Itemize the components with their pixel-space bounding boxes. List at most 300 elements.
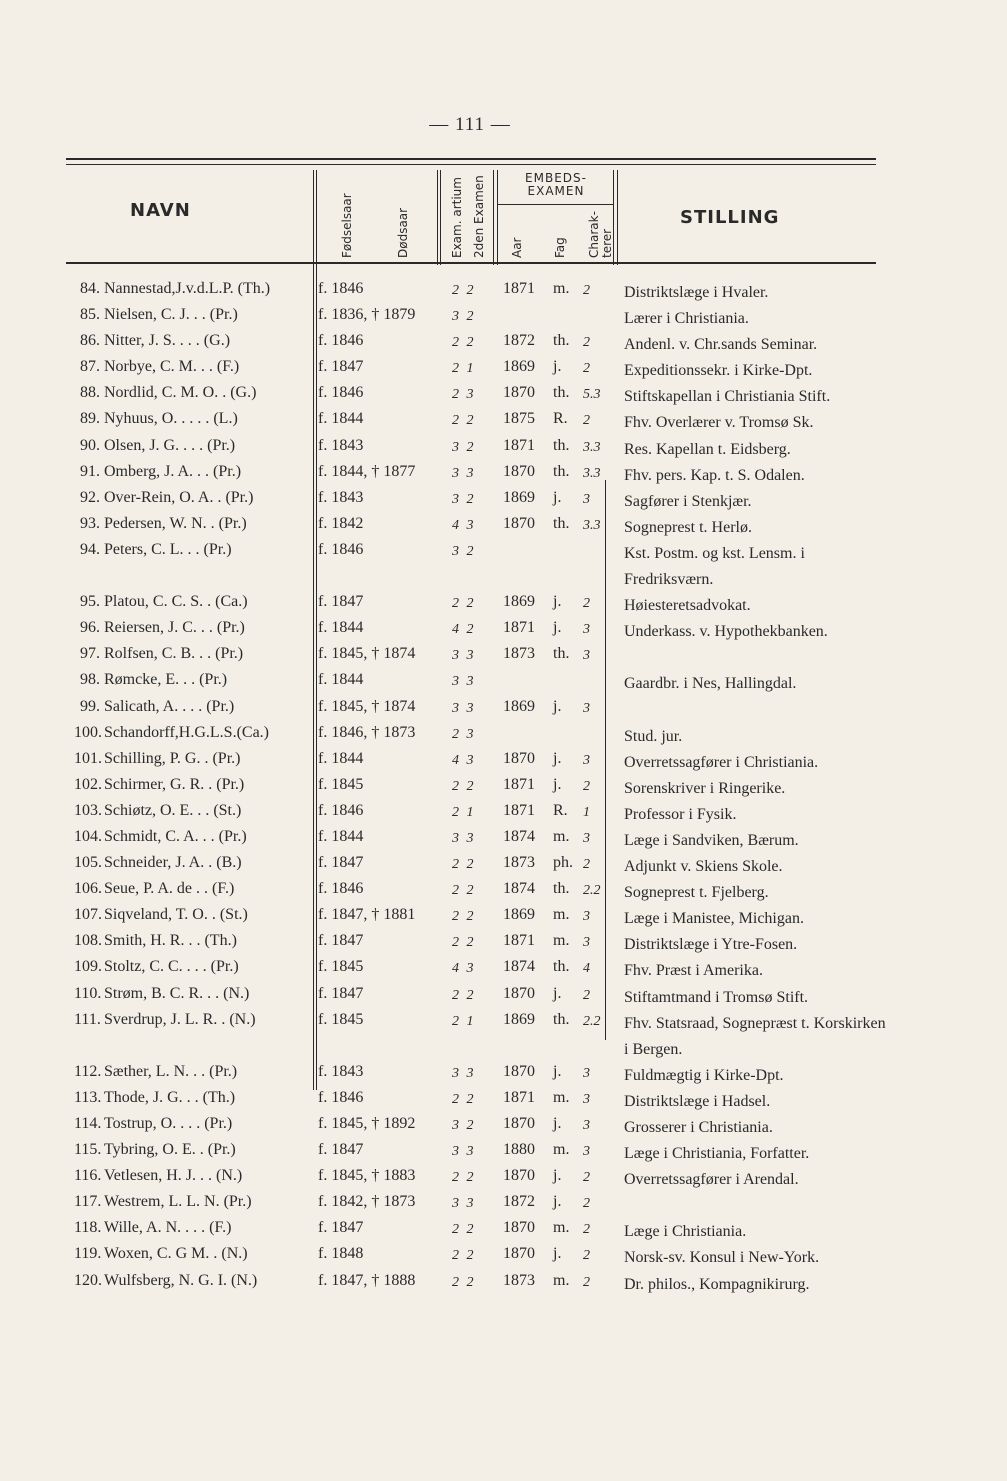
- exam-grades: 2 1: [452, 361, 476, 377]
- degree-year: 1869: [503, 697, 535, 715]
- degree-year: 1872: [503, 1193, 535, 1211]
- degree-year: 1869: [503, 358, 535, 376]
- table-row: [0, 410, 1007, 436]
- row-number: 109.: [74, 958, 102, 976]
- header-fodselsaar: Fødselsaar: [340, 193, 354, 258]
- position: Expeditionssekr. i Kirke-Dpt.: [624, 362, 813, 380]
- column-divider: [437, 170, 438, 265]
- birth-death-years: f. 1847: [318, 1219, 364, 1237]
- header-charak-1: Charak-: [587, 211, 601, 258]
- degree-grade: 4: [583, 961, 590, 977]
- row-number: 90.: [80, 436, 100, 454]
- position: Sagfører i Stenkjær.: [624, 492, 752, 510]
- position: Læge i Christiania, Forfatter.: [624, 1145, 810, 1163]
- position: Res. Kapellan t. Eidsberg.: [624, 440, 791, 458]
- row-number: 98.: [80, 671, 100, 689]
- row-number: 119.: [74, 1245, 102, 1263]
- person-name: Platou, C. C. S. . (Ca.): [104, 593, 248, 611]
- degree-grade: 3: [583, 700, 590, 716]
- birth-death-years: f. 1847, † 1888: [318, 1271, 416, 1289]
- exam-grades: 2 2: [452, 1274, 476, 1290]
- degree-subject: j.: [553, 1115, 562, 1132]
- exam-grades: 4 2: [452, 622, 476, 638]
- row-number: 104.: [74, 827, 102, 845]
- degree-year: 1870: [503, 1062, 535, 1080]
- person-name: Smith, H. R. . . (Th.): [104, 932, 237, 950]
- row-number: 93.: [80, 514, 100, 532]
- position: Dr. philos., Kompagnikirurg.: [624, 1275, 810, 1293]
- exam-grades: 2 1: [452, 1013, 476, 1029]
- exam-grades: 2 2: [452, 857, 476, 873]
- degree-subject: j.: [553, 1193, 562, 1211]
- exam-grades: 2 3: [452, 726, 476, 742]
- position: Lærer i Christiania.: [624, 310, 749, 328]
- person-name: Vetlesen, H. J. . . (N.): [104, 1167, 243, 1185]
- degree-subject: j.: [553, 984, 562, 1002]
- birth-death-years: f. 1844, † 1877: [318, 462, 416, 480]
- table-row: [0, 384, 1007, 410]
- table-row: [0, 698, 1007, 724]
- birth-death-years: f. 1843: [318, 436, 364, 454]
- row-number: 84.: [80, 280, 100, 297]
- degree-year: 1871: [503, 436, 535, 454]
- exam-grades: 2 2: [452, 883, 476, 899]
- birth-death-years: f. 1845, † 1892: [318, 1115, 416, 1132]
- position: Stiftamtmand i Tromsø Stift.: [624, 988, 809, 1006]
- degree-grade: 2: [583, 596, 590, 612]
- degree-year: 1871: [503, 801, 535, 819]
- person-name: Salicath, A. . . . (Pr.): [104, 697, 235, 715]
- exam-grades: 2 2: [452, 335, 476, 351]
- position: Kst. Postm. og kst. Lensm. i Fredriksværn.: [624, 544, 805, 588]
- position: Sogneprest t. Fjelberg.: [624, 884, 769, 902]
- degree-grade: 3: [583, 1091, 590, 1107]
- degree-year: 1870: [503, 462, 535, 480]
- degree-grade: 2: [583, 1222, 590, 1238]
- degree-year: 1875: [503, 410, 535, 428]
- birth-death-years: f. 1844: [318, 619, 364, 637]
- row-number: 95.: [80, 593, 100, 611]
- degree-year: 1870: [503, 1115, 535, 1132]
- birth-death-years: f. 1847: [318, 854, 364, 872]
- degree-grade: 2.2: [583, 1013, 601, 1029]
- degree-subject: j.: [553, 619, 562, 637]
- column-divider: [497, 170, 498, 265]
- degree-subject: m.: [553, 932, 570, 950]
- row-number: 85.: [80, 306, 100, 324]
- degree-grade: 2: [583, 413, 590, 429]
- position: Overretssagfører i Arendal.: [624, 1171, 799, 1189]
- exam-grades: 3 2: [452, 1118, 476, 1133]
- degree-subject: j.: [553, 593, 562, 611]
- table-row: [0, 280, 1007, 306]
- position: Professor i Fysik.: [624, 805, 737, 823]
- degree-grade: 3.3: [583, 439, 601, 455]
- degree-year: 1870: [503, 514, 535, 532]
- degree-year: 1874: [503, 827, 535, 845]
- table-row: [0, 802, 1007, 828]
- table-row: [0, 932, 1007, 958]
- degree-subject: th.: [553, 958, 570, 976]
- table-row: [0, 463, 1007, 489]
- person-name: Sæther, L. N. . . (Pr.): [104, 1062, 238, 1080]
- exam-grades: 2 2: [452, 909, 476, 925]
- birth-death-years: f. 1846: [318, 1088, 364, 1106]
- degree-year: 1874: [503, 880, 535, 898]
- person-name: Wulfsberg, N. G. I. (N.): [104, 1271, 258, 1289]
- degree-subject: ph.: [553, 854, 573, 872]
- person-name: Schneider, J. A. . (B.): [104, 854, 242, 872]
- person-name: Schilling, P. G. . (Pr.): [104, 749, 241, 767]
- table-row: [0, 985, 1007, 1011]
- table-row: [0, 541, 1007, 593]
- table-row: [0, 828, 1007, 854]
- exam-grades: 3 2: [452, 309, 476, 325]
- table-row: [0, 515, 1007, 541]
- row-number: 106.: [74, 880, 102, 898]
- table-row: [0, 1115, 1007, 1141]
- header-top-rule-thin: [66, 164, 876, 165]
- degree-year: 1871: [503, 1088, 535, 1106]
- degree-subject: m.: [553, 1271, 570, 1289]
- person-name: Woxen, C. G M. . (N.): [104, 1245, 248, 1263]
- row-number: 117.: [74, 1193, 102, 1211]
- degree-year: 1869: [503, 906, 535, 924]
- exam-grades: 3 3: [452, 700, 476, 716]
- birth-death-years: f. 1843: [318, 488, 364, 506]
- degree-subject: j.: [553, 697, 562, 715]
- page-number: — 111 —: [429, 114, 511, 135]
- person-name: Rolfsen, C. B. . . (Pr.): [104, 645, 244, 663]
- degree-grade: 2: [583, 361, 590, 377]
- table-row: [0, 671, 1007, 697]
- birth-death-years: f. 1845, † 1874: [318, 697, 416, 715]
- exam-grades: 3 3: [452, 1065, 476, 1081]
- degree-subject: m.: [553, 1088, 570, 1106]
- row-number: 91.: [80, 462, 100, 480]
- person-name: Westrem, L. L. N. (Pr.): [104, 1193, 252, 1211]
- table-row: [0, 1011, 1007, 1063]
- table-row: [0, 358, 1007, 384]
- degree-subject: R.: [553, 410, 568, 428]
- degree-year: 1869: [503, 1010, 535, 1028]
- birth-death-years: f. 1844: [318, 671, 364, 689]
- degree-year: 1871: [503, 619, 535, 637]
- exam-grades: 3 2: [452, 491, 476, 507]
- birth-death-years: f. 1842, † 1873: [318, 1193, 416, 1211]
- table-row: [0, 1141, 1007, 1167]
- person-name: Stoltz, C. C. . . . (Pr.): [104, 958, 239, 976]
- degree-grade: 3: [583, 935, 590, 951]
- birth-death-years: f. 1847, † 1881: [318, 906, 416, 924]
- table-row: [0, 1063, 1007, 1089]
- degree-grade: 2: [583, 778, 590, 794]
- row-number: 120.: [74, 1271, 102, 1289]
- exam-grades: 3 3: [452, 674, 476, 690]
- position: Sorenskriver i Ringerike.: [624, 779, 786, 797]
- position: Læge i Sandviken, Bærum.: [624, 831, 799, 849]
- degree-subject: j.: [553, 775, 562, 793]
- birth-death-years: f. 1846, † 1873: [318, 723, 416, 741]
- degree-grade: 2: [583, 1170, 590, 1186]
- person-name: Schirmer, G. R. . (Pr.): [104, 775, 245, 793]
- table-row: [0, 1193, 1007, 1219]
- table-row: [0, 776, 1007, 802]
- degree-subject: th.: [553, 1010, 570, 1028]
- birth-death-years: f. 1845, † 1883: [318, 1167, 416, 1185]
- row-number: 114.: [74, 1115, 102, 1132]
- degree-subject: j.: [553, 1167, 562, 1185]
- table-row: [0, 306, 1007, 332]
- row-number: 96.: [80, 619, 100, 637]
- row-number: 89.: [80, 410, 100, 428]
- row-number: 101.: [74, 749, 102, 767]
- degree-subject: m.: [553, 1141, 570, 1159]
- degree-grade: 3: [583, 648, 590, 664]
- exam-grades: 4 3: [452, 752, 476, 768]
- position: Gaardbr. i Nes, Hallingdal.: [624, 675, 797, 693]
- header-embeds-line1: EMBEDS-: [525, 171, 587, 185]
- degree-subject: j.: [553, 488, 562, 506]
- birth-death-years: f. 1847: [318, 358, 364, 376]
- degree-grade: 2: [583, 1274, 590, 1290]
- header-stilling: STILLING: [680, 207, 780, 228]
- exam-grades: 2 2: [452, 1248, 476, 1264]
- degree-grade: 5.3: [583, 387, 601, 403]
- birth-death-years: f. 1846: [318, 880, 364, 898]
- degree-subject: j.: [553, 749, 562, 767]
- birth-death-years: f. 1846: [318, 384, 364, 402]
- position: Fhv. pers. Kap. t. S. Odalen.: [624, 466, 805, 484]
- degree-grade: 2: [583, 857, 590, 873]
- header-fag: Fag: [553, 237, 567, 258]
- row-number: 107.: [74, 906, 102, 924]
- degree-year: 1871: [503, 280, 535, 297]
- exam-grades: 2 2: [452, 596, 476, 612]
- header-dodsaar: Dødsaar: [396, 207, 410, 258]
- degree-year: 1870: [503, 1167, 535, 1185]
- degree-year: 1869: [503, 593, 535, 611]
- position: Distriktslæge i Hvaler.: [624, 284, 769, 301]
- degree-year: 1871: [503, 932, 535, 950]
- exam-grades: 3 3: [452, 648, 476, 664]
- row-number: 112.: [74, 1062, 102, 1080]
- exam-grades: 3 2: [452, 543, 476, 559]
- exam-grades: 2 2: [452, 283, 476, 298]
- row-number: 100.: [74, 723, 102, 741]
- exam-grades: 2 2: [452, 1170, 476, 1186]
- exam-grades: 3 3: [452, 830, 476, 846]
- table-row: [0, 593, 1007, 619]
- degree-grade: 3: [583, 1118, 590, 1133]
- degree-grade: 3: [583, 830, 590, 846]
- table-row: [0, 437, 1007, 463]
- row-number: 103.: [74, 801, 102, 819]
- table-row: [0, 724, 1007, 750]
- birth-death-years: f. 1843: [318, 1062, 364, 1080]
- table-row: [0, 958, 1007, 984]
- header-bottom-rule: [66, 262, 876, 264]
- person-name: Olsen, J. G. . . . (Pr.): [104, 436, 236, 454]
- degree-year: 1873: [503, 1271, 535, 1289]
- person-name: Strøm, B. C. R. . . (N.): [104, 984, 250, 1002]
- row-number: 88.: [80, 384, 100, 402]
- degree-grade: 2: [583, 987, 590, 1003]
- row-number: 111.: [74, 1010, 101, 1028]
- degree-grade: 2: [583, 283, 590, 298]
- person-name: Reiersen, J. C. . . (Pr.): [104, 619, 245, 637]
- degree-grade: 3.3: [583, 465, 601, 481]
- birth-death-years: f. 1842: [318, 514, 364, 532]
- header-exam-artium: Exam. artium: [450, 177, 464, 258]
- degree-subject: th.: [553, 436, 570, 454]
- exam-grades: 3 3: [452, 465, 476, 481]
- table-row: [0, 489, 1007, 515]
- header-aar: Aar: [510, 237, 524, 258]
- degree-grade: 2: [583, 335, 590, 351]
- degree-year: 1871: [503, 775, 535, 793]
- position: Fuldmægtig i Kirke-Dpt.: [624, 1066, 784, 1084]
- position: Fhv. Overlærer v. Tromsø Sk.: [624, 414, 814, 432]
- exam-grades: 4 3: [452, 961, 476, 977]
- birth-death-years: f. 1845: [318, 958, 364, 976]
- person-name: Peters, C. L. . . (Pr.): [104, 540, 232, 558]
- row-number: 97.: [80, 645, 100, 663]
- position: Overretssagfører i Christiania.: [624, 753, 819, 771]
- embeds-rule: [497, 204, 614, 205]
- row-number: 113.: [74, 1088, 102, 1106]
- birth-death-years: f. 1847: [318, 984, 364, 1002]
- exam-grades: 3 2: [452, 439, 476, 455]
- register-table: [0, 280, 1007, 1298]
- birth-death-years: f. 1845, † 1874: [318, 645, 416, 663]
- exam-grades: 2 2: [452, 1222, 476, 1238]
- birth-death-years: f. 1846: [318, 332, 364, 350]
- table-row: [0, 750, 1007, 776]
- birth-death-years: f. 1847: [318, 932, 364, 950]
- degree-subject: R.: [553, 801, 568, 819]
- degree-grade: 2.2: [583, 883, 601, 899]
- exam-grades: 2 2: [452, 1091, 476, 1107]
- row-number: 94.: [80, 540, 100, 558]
- person-name: Tybring, O. E. . (Pr.): [104, 1141, 236, 1159]
- degree-year: 1873: [503, 854, 535, 872]
- person-name: Rømcke, E. . . (Pr.): [104, 671, 228, 689]
- row-number: 102.: [74, 775, 102, 793]
- row-number: 108.: [74, 932, 102, 950]
- degree-subject: th.: [553, 880, 570, 898]
- table-row: [0, 332, 1007, 358]
- degree-grade: 3.3: [583, 517, 601, 533]
- degree-grade: 3: [583, 622, 590, 638]
- person-name: Pedersen, W. N. . (Pr.): [104, 514, 247, 532]
- header-embedsexamen: [500, 172, 612, 198]
- header-top-rule: [66, 158, 876, 160]
- row-number: 118.: [74, 1219, 102, 1237]
- table-row: [0, 906, 1007, 932]
- person-name: Wille, A. N. . . . (F.): [104, 1219, 232, 1237]
- position: Grosserer i Christiania.: [624, 1119, 773, 1136]
- position: Underkass. v. Hypothekbanken.: [624, 623, 828, 641]
- position: Fhv. Statsraad, Sognepræst t. Korskirken i Bergen.: [624, 1014, 886, 1058]
- degree-grade: 3: [583, 909, 590, 925]
- position: Distriktslæge i Hadsel.: [624, 1092, 771, 1110]
- degree-grade: 3: [583, 752, 590, 768]
- birth-death-years: f. 1846: [318, 280, 364, 297]
- person-name: Tostrup, O. . . . (Pr.): [104, 1115, 233, 1132]
- degree-grade: 1: [583, 804, 590, 820]
- exam-grades: 2 3: [452, 387, 476, 403]
- degree-subject: j.: [553, 1062, 562, 1080]
- row-number: 115.: [74, 1141, 102, 1159]
- exam-grades: 3 3: [452, 1196, 476, 1212]
- birth-death-years: f. 1845: [318, 1010, 364, 1028]
- person-name: Nyhuus, O. . . . . (L.): [104, 410, 238, 428]
- degree-subject: j.: [553, 358, 562, 376]
- birth-death-years: f. 1848: [318, 1245, 364, 1263]
- degree-grade: 3: [583, 1144, 590, 1160]
- degree-subject: th.: [553, 514, 570, 532]
- degree-subject: th.: [553, 645, 570, 663]
- exam-grades: 2 2: [452, 778, 476, 794]
- row-number: 99.: [80, 697, 100, 715]
- column-divider: [493, 170, 494, 265]
- degree-subject: m.: [553, 906, 570, 924]
- degree-subject: th.: [553, 384, 570, 402]
- degree-grade: 2: [583, 1248, 590, 1264]
- person-name: Sverdrup, J. L. R. . (N.): [104, 1010, 256, 1028]
- person-name: Nielsen, C. J. . . (Pr.): [104, 306, 238, 324]
- table-row: [0, 1245, 1007, 1271]
- birth-death-years: f. 1846: [318, 540, 364, 558]
- birth-death-years: f. 1844: [318, 749, 364, 767]
- exam-grades: 3 3: [452, 1144, 476, 1160]
- header-2den-examen: 2den Examen: [472, 175, 486, 258]
- position: Høiesteretsadvokat.: [624, 597, 751, 615]
- position: Stud. jur.: [624, 727, 683, 745]
- position: Stiftskapellan i Christiania Stift.: [624, 388, 831, 406]
- birth-death-years: f. 1847: [318, 1141, 364, 1159]
- person-name: Siqveland, T. O. . (St.): [104, 906, 248, 924]
- table-row: [0, 854, 1007, 880]
- degree-year: 1873: [503, 645, 535, 663]
- person-name: Schmidt, C. A. . . (Pr.): [104, 827, 247, 845]
- position: Læge i Manistee, Michigan.: [624, 910, 804, 928]
- degree-year: 1870: [503, 984, 535, 1002]
- position: Fhv. Præst i Amerika.: [624, 962, 763, 980]
- column-divider: [617, 170, 618, 265]
- table-row: [0, 619, 1007, 645]
- exam-grades: 2 2: [452, 987, 476, 1003]
- table-row: [0, 880, 1007, 906]
- position: Læge i Christiania.: [624, 1223, 747, 1241]
- table-row: [0, 1089, 1007, 1115]
- degree-year: 1872: [503, 332, 535, 350]
- degree-subject: m.: [553, 1219, 570, 1237]
- degree-subject: m.: [553, 827, 570, 845]
- column-divider: [440, 170, 441, 265]
- header-charak-2: terer: [600, 228, 614, 258]
- row-number: 92.: [80, 488, 100, 506]
- person-name: Nannestad,J.v.d.L.P. (Th.): [104, 280, 271, 297]
- degree-subject: th.: [553, 462, 570, 480]
- degree-subject: th.: [553, 332, 570, 350]
- birth-death-years: f. 1844: [318, 410, 364, 428]
- person-name: Seue, P. A. de . . (F.): [104, 880, 235, 898]
- person-name: Nordlid, C. M. O. . (G.): [104, 384, 257, 402]
- person-name: Over-Rein, O. A. . (Pr.): [104, 488, 254, 506]
- degree-subject: m.: [553, 280, 570, 297]
